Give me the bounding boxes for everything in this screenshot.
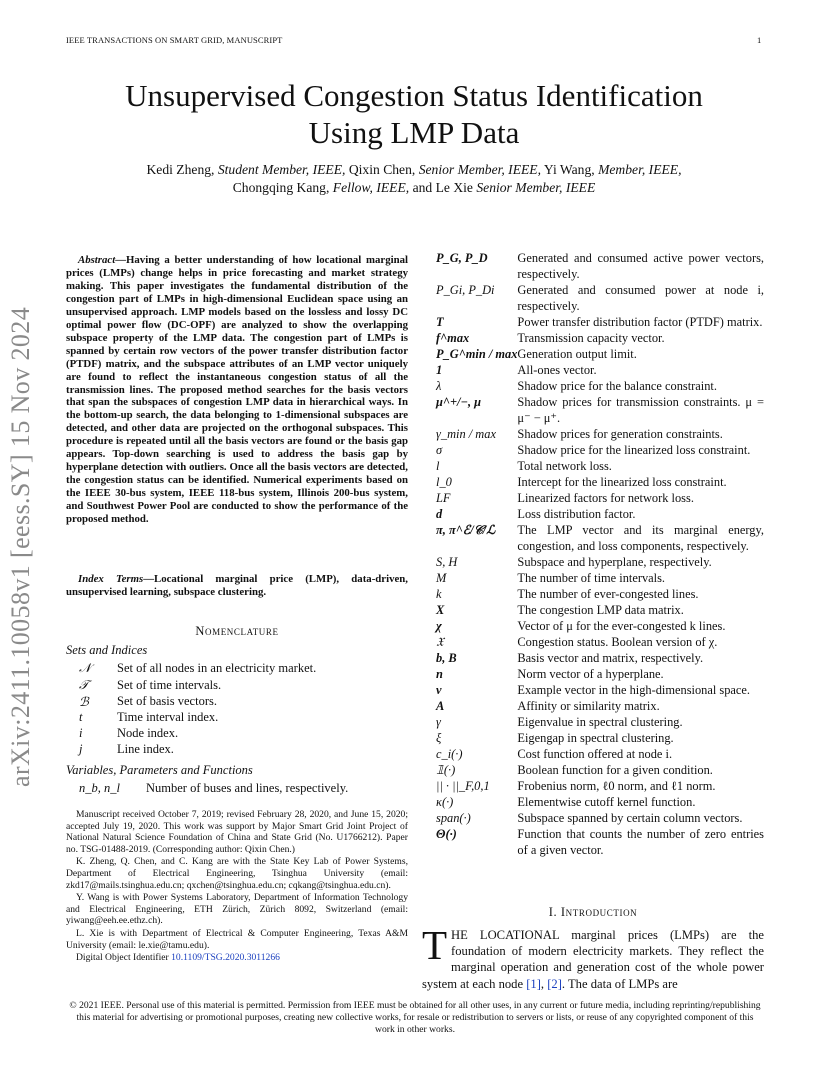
nomenclature-desc: Number of buses and lines, respectively. — [146, 781, 349, 795]
nomenclature-desc: Subspace spanned by certain column vectors. — [517, 811, 743, 825]
doi-prefix: Digital Object Identifier — [76, 952, 172, 964]
nomenclature-row — [436, 730, 764, 746]
nomenclature-symbol: i — [79, 726, 83, 740]
nomenclature-desc: Node index. — [117, 726, 179, 740]
arxiv-stamp: arXiv:2411.10058v1 [eess.SY] 15 Nov 2024 — [6, 306, 35, 787]
citation-link[interactable]: [1] — [526, 976, 541, 991]
nomenclature-desc: Shadow prices for generation constraints. — [517, 427, 723, 441]
nomenclature-symbol: π, π^ℰ/𝒞/ℒ — [436, 523, 496, 537]
footnote-affiliation-3: L. Xie is with Department of Electrical & Computer Engineering, Texas A&M University (email: le.xie@tamu.edu). — [66, 927, 408, 951]
nomenclature-symbol: l — [436, 459, 440, 473]
nomenclature-row — [436, 458, 764, 474]
footnote-affiliation-2: Y. Wang is with Power Systems Laboratory, Department of Information Technology and Electrical Engineering, ETH Zürich, Zürich 8092, Switzerland (email: yiwang@eeh.ee.ethz.ch). — [66, 892, 408, 927]
nomenclature-row — [436, 490, 764, 506]
intro-text: . The data of LMPs are — [561, 976, 678, 991]
running-header: IEEE TRANSACTIONS ON SMART GRID, MANUSCRIPT — [66, 35, 283, 45]
nomenclature-row — [436, 394, 764, 426]
vars-heading: Variables, Parameters and Functions — [66, 763, 253, 777]
nomenclature-symbol: γ_min / max — [436, 427, 496, 441]
nomenclature-desc: Boolean function for a given condition. — [517, 763, 713, 777]
nomenclature-desc: Norm vector of a hyperplane. — [517, 667, 664, 681]
abstract-label: Abstract — [78, 254, 116, 266]
page-number: 1 — [757, 35, 762, 45]
nomenclature-row — [436, 586, 764, 602]
nomenclature-row — [436, 474, 764, 490]
nomenclature-desc: Eigenvalue in spectral clustering. — [517, 715, 683, 729]
nomenclature-desc: Subspace and hyperplane, respectively. — [517, 555, 712, 569]
nomenclature-desc: Frobenius norm, ℓ0 norm, and ℓ1 norm. — [517, 779, 716, 793]
nomenclature-symbol: d — [436, 507, 443, 521]
nomenclature-row — [436, 426, 764, 442]
index-terms — [66, 573, 408, 599]
nomenclature-desc: Vector of μ for the ever-congested k lines. — [517, 619, 726, 633]
doi-link[interactable]: 10.1109/TSG.2020.3011266 — [171, 952, 280, 964]
nomenclature-row — [436, 314, 764, 330]
nomenclature-symbol: 𝔛 — [436, 635, 444, 649]
nomenclature-symbol: || · ||_F,0,1 — [436, 779, 490, 793]
nomenclature-symbol: k — [436, 587, 442, 601]
nomenclature-desc: Congestion status. Boolean version of χ. — [517, 635, 718, 649]
copyright-notice: © 2021 IEEE. Personal use of this material is permitted. Permission from IEEE must be obtained for all other uses, in any current or future media, including reprinting/republishing this material for advertising or promotional purposes, creating new collective works, for resale or redistribution to servers or lists, or reuse of any copyrighted component of this work in other works. — [69, 1000, 761, 1035]
nomenclature-symbol: 1 — [436, 363, 443, 377]
intro-text: , — [540, 976, 548, 991]
nomenclature-symbol: v — [436, 683, 442, 697]
nomenclature-symbol: LF — [436, 491, 451, 505]
nomenclature-row — [436, 746, 764, 762]
nomenclature-row — [436, 602, 764, 618]
nomenclature-desc: Power transfer distribution factor (PTDF) matrix. — [517, 315, 763, 329]
nomenclature-symbol: μ^+/−, μ — [436, 395, 482, 409]
nomenclature-symbol: P_G, P_D — [436, 251, 488, 265]
abstract-text: —Having a better understanding of how locational marginal prices (LMPs) change helps in price forecasting and market strategy making. This paper investigates the fundamental distribution of the congestion part of LMPs in high-dimensional Euclidean space using an unsupervised approach. LMP models based on the lossless and lossy DC optimal power flow (DC-OPF) are analyzed to show the overlapping subspace property of the LMP data. The congestion part of LMPs is spanned by certain row vectors of the power transfer distribution factor (PTDF) matrix, and the subspace attributes of an LMP vector uniquely are found to reflect the instantaneous congestion status of all the transmission lines. The proposed method searches for the basis vectors that span the subspaces of congestion LMP data in hierarchical ways. In the bottom-up search, the data belonging to 1-dimensional subspaces are detected, and other data are projected on the orthogonal subspaces. This procedure is repeated until all the basis vectors are found or the basis gap appears. Top-down searching is used to address the basis gap by hyperplane detection with outliers. Once all the basis vectors are detected, the congestion status can be identified. Numerical experiments based on the IEEE 30-bus system, IEEE 118-bus system, Illinois 200-bus system, and Southwest Power Pool are conducted to show the performance of the proposed method. — [66, 254, 408, 526]
nomenclature-desc: Generated and consumed active power vectors, respectively. — [517, 251, 764, 281]
abstract — [66, 254, 408, 526]
nomenclature-desc: Eigengap in spectral clustering. — [517, 731, 674, 745]
nomenclature-row — [436, 778, 764, 794]
nomenclature-desc: All-ones vector. — [517, 363, 597, 377]
nomenclature-symbol: Θ(·) — [436, 827, 457, 841]
nomenclature-desc: Shadow price for the linearized loss constraint. — [517, 443, 751, 457]
nomenclature-row — [436, 682, 764, 698]
nomenclature-row — [436, 554, 764, 570]
nomenclature-symbol: f^max — [436, 331, 470, 345]
nomenclature-desc: Shadow prices for transmission constraints. μ = μ⁻ − μ⁺. — [517, 395, 764, 425]
nomenclature-symbol: span(·) — [436, 811, 471, 825]
nomenclature-desc: The number of ever-congested lines. — [517, 587, 699, 601]
nomenclature-desc: Function that counts the number of zero entries of a given vector. — [517, 827, 764, 857]
nomenclature-symbol: T — [436, 315, 444, 329]
nomenclature-symbol: A — [436, 699, 445, 713]
nomenclature-symbol: n — [436, 667, 443, 681]
nomenclature-symbol: j — [79, 742, 83, 756]
nomenclature-table — [436, 250, 764, 858]
nomenclature-symbol: X — [436, 603, 445, 617]
nomenclature-symbol: χ — [436, 619, 442, 633]
footnotes — [66, 809, 408, 965]
nomenclature-desc: Affinity or similarity matrix. — [517, 699, 660, 713]
introduction-paragraph — [422, 922, 764, 992]
nomenclature-symbol: ℬ — [79, 695, 89, 709]
nomenclature-symbol: c_i(·) — [436, 747, 463, 761]
nomenclature-symbol: 𝒯 — [79, 678, 89, 692]
nomenclature-row — [436, 634, 764, 650]
nomenclature-desc: Set of time intervals. — [117, 678, 222, 692]
nomenclature-symbol: t — [79, 710, 83, 724]
nomenclature-desc: Loss distribution factor. — [517, 507, 636, 521]
nomenclature-symbol: b, B — [436, 651, 457, 665]
nomenclature-desc: Total network loss. — [517, 459, 612, 473]
footnote-affiliation-1: K. Zheng, Q. Chen, and C. Kang are with the State Key Lab of Power Systems, Department of Electrical Engineering, Tsinghua University (email: zkd17@mails.tsinghua.edu.cn; qxchen@tsinghua.edu.cn; cqkang@tsinghua.edu.cn). — [66, 856, 408, 891]
nomenclature-desc: Example vector in the high-dimensional space. — [517, 683, 751, 697]
nomenclature-row — [436, 330, 764, 346]
nomenclature-desc: Shadow price for the balance constraint. — [517, 379, 717, 393]
nomenclature-symbol: 𝒩 — [79, 661, 91, 675]
nomenclature-row — [436, 666, 764, 682]
nomenclature-row — [436, 506, 764, 522]
index-terms-text: —Locational marginal price (LMP), data-driven, unsupervised learning, subspace clustering. — [66, 573, 408, 598]
nomenclature-row — [436, 378, 764, 394]
nomenclature-row — [436, 522, 764, 554]
nomenclature-desc: Elementwise cutoff kernel function. — [517, 795, 696, 809]
nomenclature-symbol: n_b, n_l — [79, 781, 120, 795]
nomenclature-row — [436, 618, 764, 634]
paper-title-line-2: Using LMP Data — [308, 115, 520, 150]
citation-link[interactable]: [2] — [547, 976, 562, 991]
nomenclature-row — [436, 714, 764, 730]
nomenclature-desc: Generation output limit. — [517, 347, 637, 361]
nomenclature-row — [436, 650, 764, 666]
nomenclature-desc: Line index. — [117, 742, 174, 756]
sets-heading: Sets and Indices — [66, 643, 148, 657]
index-terms-label: Index Terms — [78, 573, 144, 585]
nomenclature-row — [436, 362, 764, 378]
footnote-doi — [66, 952, 408, 964]
nomenclature-symbol: κ(·) — [436, 795, 454, 809]
nomenclature-symbol: 𝟙(·) — [436, 763, 456, 777]
nomenclature-symbol: l_0 — [436, 475, 452, 489]
nomenclature-row — [436, 282, 764, 314]
nomenclature-desc: Set of basis vectors. — [117, 694, 217, 708]
nomenclature-row — [436, 762, 764, 778]
nomenclature-symbol: M — [436, 571, 447, 585]
dropcap: T — [422, 922, 448, 968]
authors-line-1: Kedi Zheng, Student Member, IEEE, Qixin Chen, Senior Member, IEEE, Yi Wang, Member, IEEE, — [146, 162, 682, 177]
intro-text: HE LOCATIONAL marginal prices (LMPs) are the foundation of modern electricity markets. They reflect the marginal operation and generation cost of the whole power system at each node — [422, 928, 764, 991]
nomenclature-desc: The LMP vector and its marginal energy, congestion, and loss components, respectively. — [517, 523, 764, 553]
nomenclature-symbol: σ — [436, 443, 443, 457]
nomenclature-row — [436, 442, 764, 458]
nomenclature-row — [436, 810, 764, 826]
footnote-manuscript: Manuscript received October 7, 2019; revised February 28, 2020, and June 15, 2020; accepted July 19, 2020. This work was support by Major Smart Grid Joint Project of National Natural Science Foundation of China and State Grid (No. U1766212). Paper no. TSG-01488-2019. (Corresponding author: Qixin Chen.) — [66, 809, 408, 855]
nomenclature-desc: The number of time intervals. — [517, 571, 666, 585]
nomenclature-desc: Basis vector and matrix, respectively. — [517, 651, 704, 665]
nomenclature-row — [436, 794, 764, 810]
nomenclature-symbol: S, H — [436, 555, 458, 569]
authors-line-2: Chongqing Kang, Fellow, IEEE, and Le Xie Senior Member, IEEE — [232, 180, 596, 195]
nomenclature-row — [436, 346, 764, 362]
nomenclature-desc: Intercept for the linearized loss constraint. — [517, 475, 727, 489]
nomenclature-desc: Time interval index. — [117, 710, 219, 724]
paper-title-line-1: Unsupervised Congestion Status Identification — [125, 78, 703, 113]
nomenclature-row — [436, 250, 764, 282]
nomenclature-desc: Generated and consumed power at node i, respectively. — [517, 283, 764, 313]
nomenclature-symbol: ξ — [436, 731, 442, 745]
nomenclature-desc: Transmission capacity vector. — [517, 331, 665, 345]
nomenclature-desc: Cost function offered at node i. — [517, 747, 673, 761]
nomenclature-symbol: P_Gi, P_Di — [436, 283, 495, 297]
nomenclature-heading: Nomenclature — [195, 624, 279, 638]
nomenclature-row — [436, 570, 764, 586]
nomenclature-desc: Set of all nodes in an electricity market. — [117, 661, 317, 675]
nomenclature-desc: The congestion LMP data matrix. — [517, 603, 684, 617]
nomenclature-symbol: P_G^min / max — [436, 347, 518, 361]
introduction-heading: I. Introduction — [548, 905, 638, 919]
nomenclature-row — [436, 698, 764, 714]
nomenclature-row — [436, 826, 764, 858]
nomenclature-symbol: λ — [436, 379, 442, 393]
nomenclature-desc: Linearized factors for network loss. — [517, 491, 694, 505]
nomenclature-symbol: γ — [436, 715, 441, 729]
